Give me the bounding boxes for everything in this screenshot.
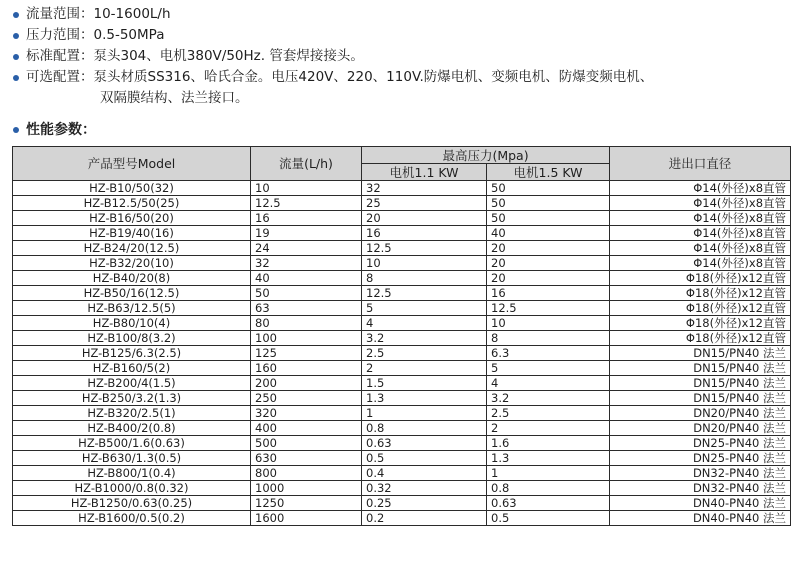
- cell-pressure-1-1kw: 1.3: [362, 391, 487, 406]
- spec-value: 0.5-50MPa: [93, 27, 165, 43]
- table-row: [13, 376, 791, 391]
- cell-flow: 100: [251, 331, 362, 346]
- cell-pressure-1-5kw: 20: [487, 241, 610, 256]
- cell-pressure-1-5kw: 0.8: [487, 481, 610, 496]
- cell-model: HZ-B200/4(1.5): [13, 376, 251, 391]
- cell-flow: 1600: [251, 511, 362, 526]
- cell-flow: 40: [251, 271, 362, 286]
- cell-model: HZ-B10/50(32): [13, 181, 251, 196]
- cell-model: HZ-B500/1.6(0.63): [13, 436, 251, 451]
- table-row: [13, 181, 791, 196]
- cell-flow: 32: [251, 256, 362, 271]
- cell-port-diameter: DN32-PN40 法兰: [610, 466, 791, 481]
- cell-port-diameter: Φ18(外径)x12直管: [610, 331, 791, 346]
- cell-port-diameter: DN25-PN40 法兰: [610, 451, 791, 466]
- table-row: [13, 301, 791, 316]
- cell-pressure-1-5kw: 40: [487, 226, 610, 241]
- cell-flow: 24: [251, 241, 362, 256]
- cell-model: HZ-B800/1(0.4): [13, 466, 251, 481]
- cell-pressure-1-5kw: 2.5: [487, 406, 610, 421]
- cell-model: HZ-B1600/0.5(0.2): [13, 511, 251, 526]
- bullet-icon: [13, 127, 19, 133]
- spec-flow-range: [12, 4, 792, 25]
- cell-flow: 16: [251, 211, 362, 226]
- table-row: [13, 451, 791, 466]
- cell-pressure-1-5kw: 8: [487, 331, 610, 346]
- header-motor-1-1kw: 电机1.1 KW: [362, 164, 487, 181]
- cell-pressure-1-1kw: 12.5: [362, 241, 487, 256]
- spec-value: 双隔膜结构、法兰接口。: [100, 90, 249, 106]
- cell-port-diameter: DN20/PN40 法兰: [610, 421, 791, 436]
- table-row: [13, 196, 791, 211]
- cell-flow: 12.5: [251, 196, 362, 211]
- spec-label: 流量范围：: [26, 6, 94, 22]
- cell-pressure-1-5kw: 1.6: [487, 436, 610, 451]
- spec-standard-config: [12, 46, 792, 67]
- cell-pressure-1-1kw: 16: [362, 226, 487, 241]
- header-model: 产品型号Model: [13, 147, 251, 181]
- cell-pressure-1-5kw: 2: [487, 421, 610, 436]
- bullet-icon: [13, 54, 19, 60]
- section-title: [12, 120, 96, 140]
- cell-pressure-1-1kw: 4: [362, 316, 487, 331]
- cell-flow: 400: [251, 421, 362, 436]
- cell-pressure-1-1kw: 32: [362, 181, 487, 196]
- cell-flow: 50: [251, 286, 362, 301]
- cell-pressure-1-1kw: 0.25: [362, 496, 487, 511]
- cell-pressure-1-5kw: 16: [487, 286, 610, 301]
- cell-pressure-1-1kw: 12.5: [362, 286, 487, 301]
- cell-model: HZ-B24/20(12.5): [13, 241, 251, 256]
- cell-pressure-1-1kw: 1.5: [362, 376, 487, 391]
- cell-model: HZ-B400/2(0.8): [13, 421, 251, 436]
- table-row: [13, 436, 791, 451]
- cell-port-diameter: Φ14(外径)x8直管: [610, 211, 791, 226]
- cell-port-diameter: DN15/PN40 法兰: [610, 346, 791, 361]
- spec-value: 10-1600L/h: [93, 6, 171, 22]
- bullet-icon: [13, 12, 19, 18]
- cell-model: HZ-B16/50(20): [13, 211, 251, 226]
- table-row: [13, 286, 791, 301]
- cell-port-diameter: DN40-PN40 法兰: [610, 496, 791, 511]
- cell-pressure-1-1kw: 0.4: [362, 466, 487, 481]
- cell-port-diameter: Φ18(外径)x12直管: [610, 301, 791, 316]
- cell-port-diameter: Φ14(外径)x8直管: [610, 181, 791, 196]
- header-max-pressure: 最高压力(Mpa): [362, 147, 610, 164]
- cell-port-diameter: DN15/PN40 法兰: [610, 391, 791, 406]
- cell-model: HZ-B19/40(16): [13, 226, 251, 241]
- cell-pressure-1-5kw: 12.5: [487, 301, 610, 316]
- table-row: [13, 361, 791, 376]
- cell-pressure-1-1kw: 2.5: [362, 346, 487, 361]
- bullet-icon: [13, 75, 19, 81]
- cell-port-diameter: DN40-PN40 法兰: [610, 511, 791, 526]
- cell-pressure-1-5kw: 20: [487, 256, 610, 271]
- cell-port-diameter: Φ18(外径)x12直管: [610, 286, 791, 301]
- cell-model: HZ-B1250/0.63(0.25): [13, 496, 251, 511]
- cell-port-diameter: Φ14(外径)x8直管: [610, 241, 791, 256]
- table-row: [13, 346, 791, 361]
- cell-pressure-1-5kw: 1: [487, 466, 610, 481]
- cell-flow: 500: [251, 436, 362, 451]
- cell-pressure-1-1kw: 0.5: [362, 451, 487, 466]
- spec-pressure-range: [12, 25, 792, 46]
- cell-model: HZ-B63/12.5(5): [13, 301, 251, 316]
- cell-flow: 19: [251, 226, 362, 241]
- cell-pressure-1-5kw: 6.3: [487, 346, 610, 361]
- spec-label: 可选配置：: [26, 69, 94, 85]
- cell-pressure-1-1kw: 0.32: [362, 481, 487, 496]
- cell-model: HZ-B160/5(2): [13, 361, 251, 376]
- cell-pressure-1-5kw: 20: [487, 271, 610, 286]
- cell-model: HZ-B12.5/50(25): [13, 196, 251, 211]
- spec-list: [12, 4, 792, 109]
- cell-pressure-1-5kw: 0.5: [487, 511, 610, 526]
- cell-flow: 800: [251, 466, 362, 481]
- cell-pressure-1-1kw: 0.63: [362, 436, 487, 451]
- cell-model: HZ-B80/10(4): [13, 316, 251, 331]
- spec-value: 泵头材质SS316、哈氏合金。电压420V、220、110V.防爆电机、变频电机、防爆变频电机、: [93, 69, 654, 85]
- cell-port-diameter: DN15/PN40 法兰: [610, 376, 791, 391]
- cell-pressure-1-1kw: 25: [362, 196, 487, 211]
- table-row: [13, 406, 791, 421]
- spec-optional-config: [12, 67, 792, 88]
- cell-flow: 125: [251, 346, 362, 361]
- cell-pressure-1-5kw: 10: [487, 316, 610, 331]
- table-row: [13, 316, 791, 331]
- cell-pressure-1-1kw: 5: [362, 301, 487, 316]
- cell-flow: 160: [251, 361, 362, 376]
- spec-optional-config-continued: [12, 88, 792, 109]
- cell-model: HZ-B1000/0.8(0.32): [13, 481, 251, 496]
- cell-flow: 63: [251, 301, 362, 316]
- table-row: [13, 211, 791, 226]
- cell-pressure-1-5kw: 4: [487, 376, 610, 391]
- cell-pressure-1-5kw: 1.3: [487, 451, 610, 466]
- table-row: [13, 466, 791, 481]
- cell-model: HZ-B100/8(3.2): [13, 331, 251, 346]
- header-motor-1-5kw: 电机1.5 KW: [487, 164, 610, 181]
- cell-model: HZ-B250/3.2(1.3): [13, 391, 251, 406]
- cell-flow: 1000: [251, 481, 362, 496]
- cell-port-diameter: DN25-PN40 法兰: [610, 436, 791, 451]
- cell-pressure-1-1kw: 3.2: [362, 331, 487, 346]
- cell-model: HZ-B125/6.3(2.5): [13, 346, 251, 361]
- header-port-diameter: 进出口直径: [610, 147, 791, 181]
- cell-pressure-1-5kw: 50: [487, 211, 610, 226]
- table-row: [13, 496, 791, 511]
- cell-port-diameter: DN20/PN40 法兰: [610, 406, 791, 421]
- table-row: [13, 391, 791, 406]
- cell-port-diameter: Φ18(外径)x12直管: [610, 271, 791, 286]
- spec-label: 标准配置：: [26, 48, 94, 64]
- cell-port-diameter: Φ18(外径)x12直管: [610, 316, 791, 331]
- cell-flow: 320: [251, 406, 362, 421]
- cell-flow: 630: [251, 451, 362, 466]
- table-row: [13, 241, 791, 256]
- cell-pressure-1-1kw: 0.8: [362, 421, 487, 436]
- cell-port-diameter: Φ14(外径)x8直管: [610, 196, 791, 211]
- cell-pressure-1-1kw: 8: [362, 271, 487, 286]
- cell-pressure-1-1kw: 1: [362, 406, 487, 421]
- table-row: [13, 421, 791, 436]
- table-body: [13, 181, 791, 526]
- cell-model: HZ-B40/20(8): [13, 271, 251, 286]
- cell-pressure-1-5kw: 5: [487, 361, 610, 376]
- cell-port-diameter: Φ14(外径)x8直管: [610, 256, 791, 271]
- cell-model: HZ-B32/20(10): [13, 256, 251, 271]
- cell-pressure-1-5kw: 3.2: [487, 391, 610, 406]
- table-row: [13, 331, 791, 346]
- cell-flow: 80: [251, 316, 362, 331]
- spec-value: 泵头304、电机380V/50Hz. 管套焊接接头。: [93, 48, 364, 64]
- cell-port-diameter: Φ14(外径)x8直管: [610, 226, 791, 241]
- cell-flow: 10: [251, 181, 362, 196]
- cell-pressure-1-5kw: 50: [487, 196, 610, 211]
- performance-table: [12, 146, 791, 526]
- cell-pressure-1-5kw: 50: [487, 181, 610, 196]
- table-row: [13, 481, 791, 496]
- cell-model: HZ-B50/16(12.5): [13, 286, 251, 301]
- cell-flow: 1250: [251, 496, 362, 511]
- bullet-icon: [13, 33, 19, 39]
- table-row: [13, 511, 791, 526]
- cell-model: HZ-B630/1.3(0.5): [13, 451, 251, 466]
- cell-pressure-1-1kw: 0.2: [362, 511, 487, 526]
- cell-pressure-1-1kw: 20: [362, 211, 487, 226]
- cell-flow: 200: [251, 376, 362, 391]
- table-row: [13, 226, 791, 241]
- section-title-text: 性能参数：: [26, 122, 96, 138]
- header-flow: 流量(L/h): [251, 147, 362, 181]
- cell-pressure-1-1kw: 10: [362, 256, 487, 271]
- cell-port-diameter: DN32-PN40 法兰: [610, 481, 791, 496]
- table-row: [13, 256, 791, 271]
- spec-label: 压力范围：: [26, 27, 94, 43]
- cell-pressure-1-5kw: 0.63: [487, 496, 610, 511]
- cell-pressure-1-1kw: 2: [362, 361, 487, 376]
- cell-flow: 250: [251, 391, 362, 406]
- cell-model: HZ-B320/2.5(1): [13, 406, 251, 421]
- cell-port-diameter: DN15/PN40 法兰: [610, 361, 791, 376]
- table-row: [13, 271, 791, 286]
